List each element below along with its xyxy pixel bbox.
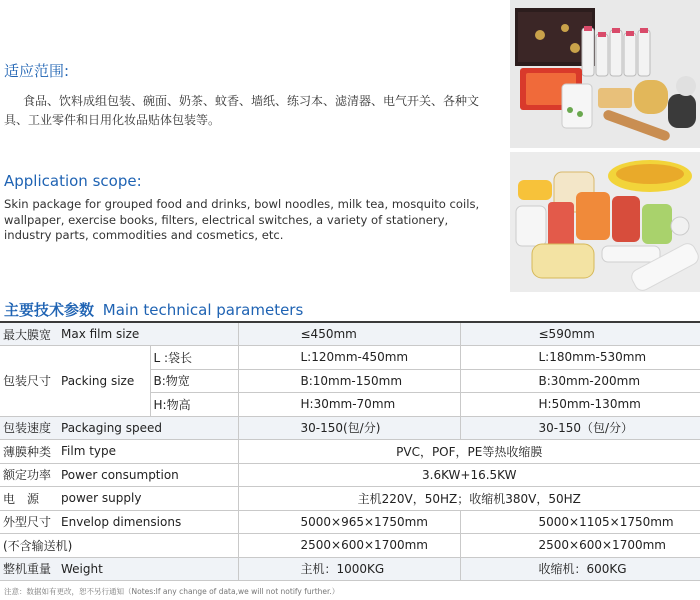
value-both-models: PVC，POF，PE等热收缩膜: [238, 440, 700, 464]
product-photo-bowls-bottles: [510, 0, 700, 148]
table-row: [0, 534, 700, 558]
value-model-a: 2500×600×1700mm: [238, 534, 460, 558]
product-photo-shrink-packs: [510, 152, 700, 292]
table-row: [0, 416, 700, 440]
value-model-a: 主机：1000KG: [238, 557, 460, 581]
value-model-b: 30-150（包/分）: [460, 416, 700, 440]
value-model-a: B:10mm-150mm: [238, 369, 460, 393]
spec-table: [0, 321, 700, 581]
spec-title-en: Main technical parameters: [102, 301, 304, 319]
value-model-a: 30-150(包/分): [238, 416, 460, 440]
sub-label: B:物宽: [150, 369, 238, 393]
label-en: Film type: [58, 440, 238, 464]
scope-body-en: Skin package for grouped food and drinks, bowl noodles, milk tea, mosquito coils, wallpaper, exercise books, filters, electrical switches, a variety of stationery, industry parts, commodities and cosmetics, etc.: [4, 197, 480, 242]
sub-label: L :袋长: [150, 346, 238, 370]
product-photo-illustration: [510, 0, 700, 148]
table-row: [0, 440, 700, 464]
spec-section-title: [4, 299, 303, 320]
scope-title-cn: 适应范围:: [4, 62, 70, 80]
label-en: Packing size: [58, 346, 150, 417]
table-row: [0, 487, 700, 511]
value-model-a: H:30mm-70mm: [238, 393, 460, 417]
sub-label: H:物高: [150, 393, 238, 417]
value-model-b: 收缩机：600KG: [460, 557, 700, 581]
label-cn: 最大膜宽: [0, 322, 58, 346]
label-cn: 电 源: [0, 487, 58, 511]
scope-body-cn: 食品、饮料成组包装、碗面、奶茶、蚊香、墙纸、练习本、滤清器、电气开关、各种文具、工业零件和日用化妆品贴体包装等。: [4, 94, 480, 127]
value-both-models: 主机220V，50HZ；收缩机380V，50HZ: [238, 487, 700, 511]
product-photo-illustration: [510, 152, 700, 292]
table-row: [0, 322, 700, 346]
value-model-b: B:30mm-200mm: [460, 369, 700, 393]
table-row: [0, 510, 700, 534]
label-en: Envelop dimensions: [58, 510, 238, 534]
value-model-b: ≤590mm: [460, 322, 700, 346]
label-cn: 外型尺寸: [0, 510, 58, 534]
value-model-b: 2500×600×1700mm: [460, 534, 700, 558]
label-cn: 整机重量: [0, 557, 58, 581]
label-cn: 包装尺寸: [0, 346, 58, 417]
table-row: [0, 463, 700, 487]
label-cn: (不含输送机): [0, 534, 238, 558]
label-en: Max film size: [58, 322, 238, 346]
value-model-b: 5000×1105×1750mm: [460, 510, 700, 534]
scope-title-en: Application scope:: [4, 172, 142, 190]
label-en: Power consumption: [58, 463, 238, 487]
value-model-b: L:180mm-530mm: [460, 346, 700, 370]
spec-title-cn: 主要技术参数: [4, 301, 95, 319]
label-en: Packaging speed: [58, 416, 238, 440]
value-model-b: H:50mm-130mm: [460, 393, 700, 417]
footnote: 注意：数据如有更改，恕不另行通知（Notes:If any change of data,we will not notify further.）: [4, 587, 340, 596]
table-row: [0, 346, 700, 370]
value-model-a: 5000×965×1750mm: [238, 510, 460, 534]
label-cn: 薄膜种类: [0, 440, 58, 464]
label-cn: 额定功率: [0, 463, 58, 487]
value-model-a: L:120mm-450mm: [238, 346, 460, 370]
label-cn: 包装速度: [0, 416, 58, 440]
table-row: [0, 557, 700, 581]
label-en: power supply: [58, 487, 238, 511]
label-en: Weight: [58, 557, 238, 581]
value-both-models: 3.6KW+16.5KW: [238, 463, 700, 487]
value-model-a: ≤450mm: [238, 322, 460, 346]
